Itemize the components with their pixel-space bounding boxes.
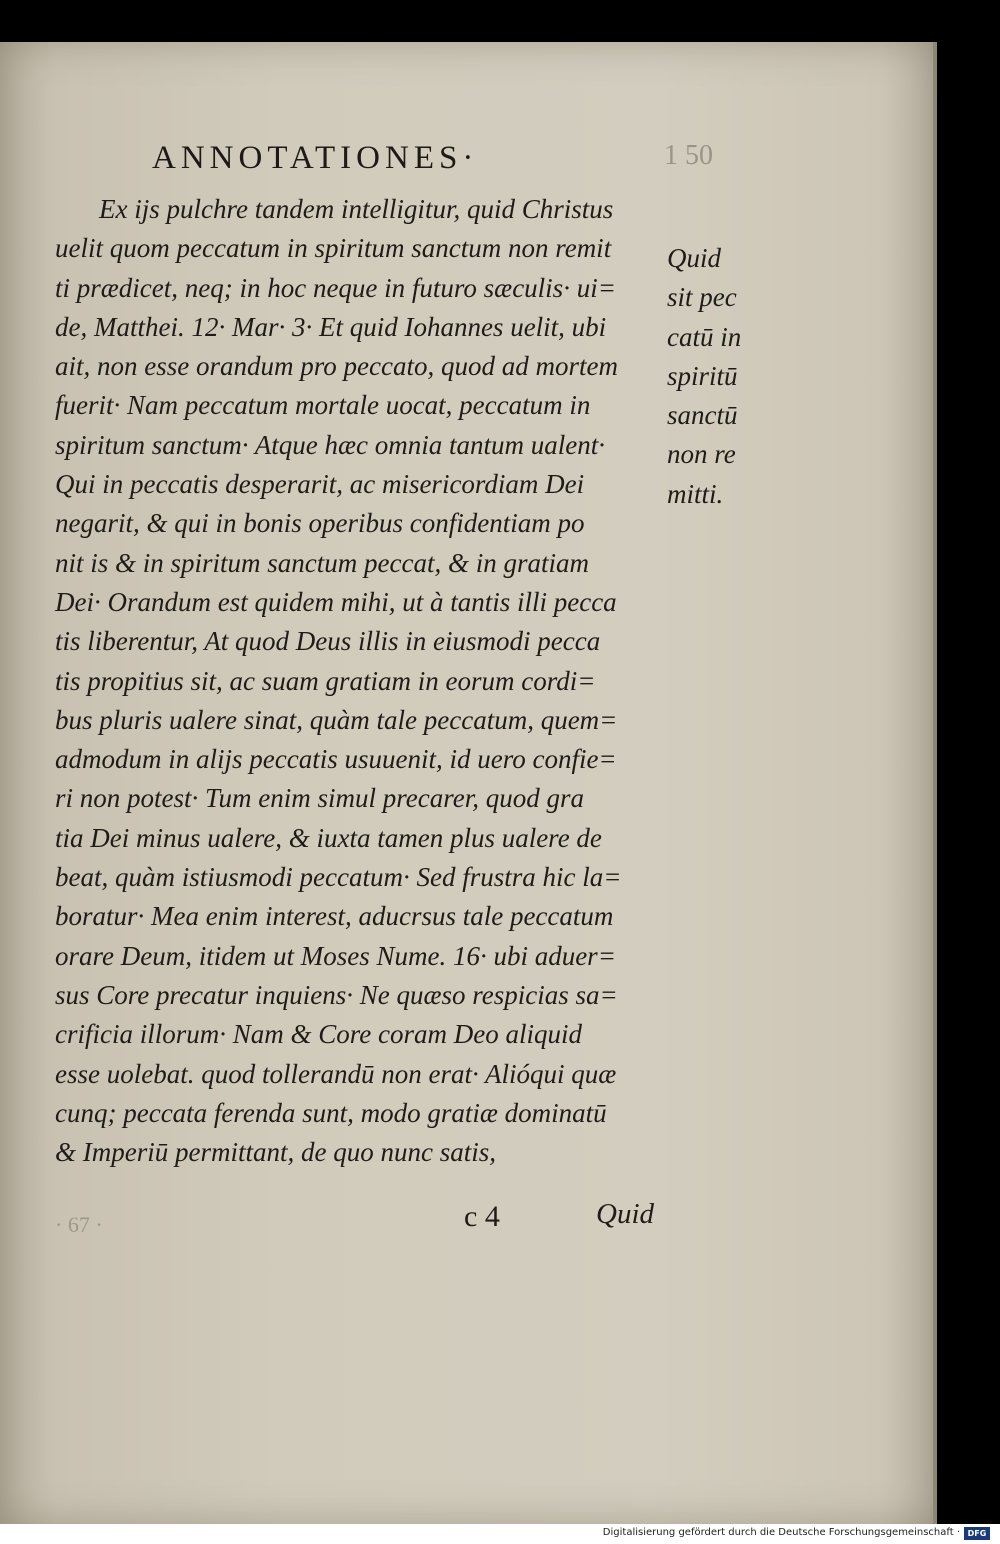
text-line: admodum in alijs peccatis usuuenit, id uero confie= [55, 744, 617, 775]
margin-note-line: Quid [667, 243, 721, 273]
text-line: beat, quàm istiusmodi peccatum· Sed frustra hic la= [55, 862, 622, 893]
bleed-through-text: · 67 · [55, 1212, 103, 1237]
text-line: sus Core precatur inquiens· Ne quæso respicias sa= [55, 979, 618, 1010]
text-line: ait, non esse orandum pro peccato, quod ad mortem [55, 351, 618, 382]
text-line: Ex ijs pulchre tandem intelligitur, quid Christus [99, 194, 614, 224]
text-line: cunq; peccata ferenda sunt, modo gratiæ dominatū [55, 1097, 607, 1128]
body-text [55, 190, 665, 1172]
text-line: orare Deum, itidem ut Moses Nume. 16· ubi aduer= [55, 940, 616, 971]
text-line: spiritum sanctum· Atque hæc omnia tantum ualent· [55, 429, 605, 460]
margin-note [667, 239, 741, 514]
text-line: fuerit· Nam peccatum mortale uocat, peccatum in [55, 390, 591, 421]
signature-mark: c 4 [464, 1200, 500, 1233]
margin-note-line: sanctū [667, 400, 738, 431]
margin-note-line: non re [667, 439, 736, 470]
text-line: tis propitius sit, ac suam gratiam in eorum cordi= [55, 665, 596, 696]
page-edge [933, 42, 937, 1524]
footer-bar [0, 1524, 1000, 1544]
margin-note-line: sit pec [667, 282, 737, 313]
margin-note-line: catū in [667, 321, 742, 352]
running-head: ANNOTATIONES· [152, 140, 479, 176]
text-line: uelit quom peccatum in spiritum sanctum non remit [55, 233, 612, 264]
text-line: & Imperiū permittant, de quo nunc satis, [55, 1137, 496, 1168]
text-line: nit is & in spiritum sanctum peccat, & in gratiam [55, 547, 589, 578]
text-line: boratur· Mea enim interest, aducrsus tale peccatum [55, 901, 614, 932]
text-line: Dei· Orandum est quidem mihi, ut à tantis illi pecca [55, 586, 617, 617]
text-line: ri non potest· Tum enim simul precarer, quod gra [55, 783, 585, 814]
text-line: Qui in peccatis desperarit, ac misericordiam Dei [55, 469, 585, 500]
text-line: negarit, & qui in bonis operibus confidentiam po [55, 508, 585, 539]
text-line: bus pluris ualere sinat, quàm tale peccatum, quem= [55, 704, 618, 735]
folio-number: 1 50 [664, 140, 713, 171]
dfg-logo-icon: DFG [964, 1527, 990, 1540]
catchword: Quid [596, 1198, 654, 1230]
text-line: tia Dei minus ualere, & iuxta tamen plus ualere de [55, 822, 602, 853]
margin-note-line: mitti. [667, 478, 724, 509]
text-line: ti prædicet, neq; in hoc neque in futuro sæculis· ui= [55, 272, 616, 303]
text-line: de, Matthei. 12· Mar· 3· Et quid Iohannes uelit, ubi [55, 311, 607, 342]
funding-credit: Digitalisierung gefördert durch die Deutsche Forschungsgemeinschaft · [602, 1527, 960, 1538]
text-line: crificia illorum· Nam & Core coram Deo aliquid [55, 1019, 582, 1050]
margin-note-line: spiritū [667, 360, 738, 391]
text-line: tis liberentur, At quod Deus illis in eiusmodi pecca [55, 626, 601, 657]
text-line: esse uolebat. quod tollerandū non erat· Alióqui quæ [55, 1058, 617, 1089]
